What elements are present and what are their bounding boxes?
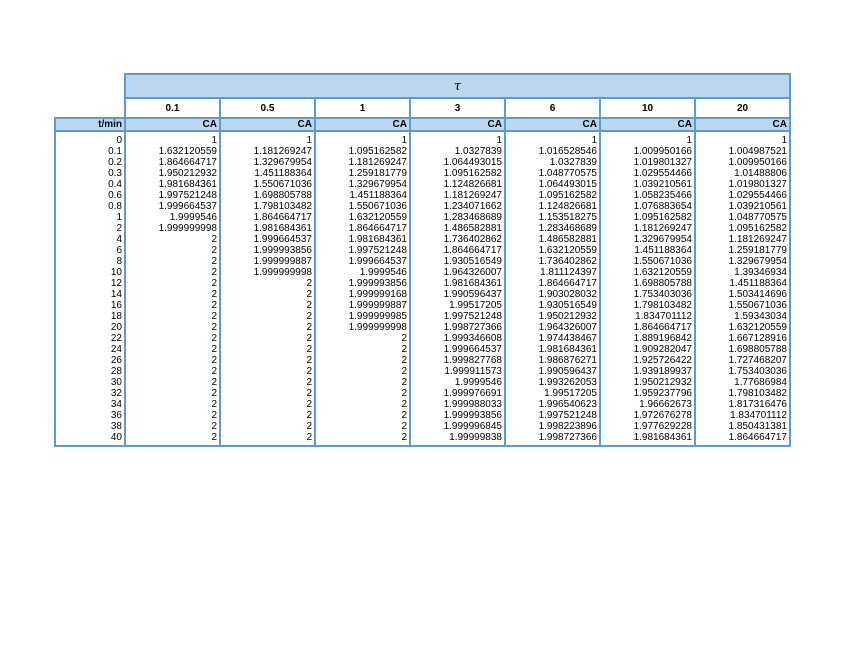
value-cell: 1.972676278 (600, 410, 695, 421)
value-cell: 1.864664717 (505, 278, 600, 289)
value-cell: 1.999911573 (410, 366, 505, 377)
value-cell: 1.283468689 (410, 212, 505, 223)
value-cell: 1.124826681 (505, 201, 600, 212)
value-cell: 1.99517205 (505, 388, 600, 399)
value-cell: 1.029554466 (600, 168, 695, 179)
value-cell: 2 (125, 421, 220, 432)
table-row (55, 267, 790, 278)
value-cell: 1.048770575 (695, 212, 790, 223)
table-row (55, 355, 790, 366)
value-cell: 1.727468207 (695, 355, 790, 366)
value-cell: 1.004987521 (695, 146, 790, 157)
value-cell: 1.974438467 (505, 333, 600, 344)
value-cell: 1.451188364 (695, 278, 790, 289)
table-row (55, 179, 790, 190)
corner-blank (55, 98, 125, 118)
value-cell: 1.96662673 (600, 399, 695, 410)
table-row (55, 300, 790, 311)
value-cell: 1.999999168 (315, 289, 410, 300)
value-cell: 2 (125, 245, 220, 256)
value-cell: 1.981684361 (315, 234, 410, 245)
value-cell: 1.39346934 (695, 267, 790, 278)
value-cell: 1.999999985 (315, 311, 410, 322)
param-value: 10 (600, 98, 695, 118)
table-row (55, 421, 790, 432)
value-cell: 2 (220, 289, 315, 300)
value-cell: 1.999988033 (410, 399, 505, 410)
value-cell: 1 (410, 131, 505, 146)
value-cell: 1.009950166 (600, 146, 695, 157)
value-cell: 2 (315, 377, 410, 388)
value-cell: 1.964326007 (410, 267, 505, 278)
value-cell: 1.048770575 (505, 168, 600, 179)
value-cell: 1.019801327 (695, 179, 790, 190)
table-body (55, 131, 790, 446)
value-cell: 1.997521248 (125, 190, 220, 201)
value-cell: 2 (220, 300, 315, 311)
value-cell: 2 (220, 322, 315, 333)
value-cell: 1.998223896 (505, 421, 600, 432)
value-cell: 1.181269247 (600, 223, 695, 234)
value-cell: 1.451188364 (315, 190, 410, 201)
value-cell: 1 (125, 131, 220, 146)
value-cell: 1.999993856 (315, 278, 410, 289)
value-cell: 1.667128916 (695, 333, 790, 344)
time-cell: 28 (55, 366, 125, 377)
param-value: 0.1 (125, 98, 220, 118)
time-cell: 36 (55, 410, 125, 421)
value-cell: 1.9999546 (315, 267, 410, 278)
value-cell: 1.632120559 (505, 245, 600, 256)
time-cell: 30 (55, 377, 125, 388)
time-cell: 6 (55, 245, 125, 256)
value-cell: 2 (125, 311, 220, 322)
value-cell: 1.997521248 (410, 311, 505, 322)
table-row (55, 157, 790, 168)
value-cell: 1.981684361 (600, 432, 695, 446)
time-cell: 0.2 (55, 157, 125, 168)
value-cell: 1.997521248 (505, 410, 600, 421)
time-cell: 0.3 (55, 168, 125, 179)
value-cell: 1.064493015 (410, 157, 505, 168)
time-cell: 22 (55, 333, 125, 344)
value-cell: 1.632120559 (125, 146, 220, 157)
value-cell: 1.999976691 (410, 388, 505, 399)
value-cell: 1.864664717 (220, 212, 315, 223)
column-header: CA (600, 118, 695, 131)
value-cell: 2 (125, 300, 220, 311)
value-cell: 1.550671036 (220, 179, 315, 190)
value-cell: 2 (125, 355, 220, 366)
value-cell: 1.981684361 (410, 278, 505, 289)
value-cell: 2 (220, 333, 315, 344)
value-cell: 1.959237796 (600, 388, 695, 399)
value-cell: 1.550671036 (600, 256, 695, 267)
table-row (55, 234, 790, 245)
time-cell: 0.4 (55, 179, 125, 190)
value-cell: 1.993262053 (505, 377, 600, 388)
time-cell: 38 (55, 421, 125, 432)
value-cell: 2 (315, 355, 410, 366)
time-cell: 0.6 (55, 190, 125, 201)
value-cell: 1.999664537 (220, 234, 315, 245)
table-row (55, 366, 790, 377)
value-cell: 2 (125, 410, 220, 421)
value-cell: 2 (125, 234, 220, 245)
value-cell: 1.950212932 (600, 377, 695, 388)
value-cell: 1.632120559 (695, 322, 790, 333)
value-cell: 1.9999546 (125, 212, 220, 223)
value-cell: 2 (315, 421, 410, 432)
param-value: 3 (410, 98, 505, 118)
concentration-table (54, 73, 791, 447)
time-cell: 0 (55, 131, 125, 146)
value-cell: 1.153518275 (505, 212, 600, 223)
value-cell: 1.039210561 (695, 201, 790, 212)
value-cell: 1.864664717 (600, 322, 695, 333)
time-cell: 32 (55, 388, 125, 399)
value-cell: 1.9999546 (410, 377, 505, 388)
value-cell: 1 (505, 131, 600, 146)
value-cell: 2 (125, 432, 220, 446)
value-cell: 1.77686984 (695, 377, 790, 388)
column-header: CA (410, 118, 505, 131)
tau-label: τ (125, 74, 790, 98)
param-row (55, 98, 790, 118)
value-cell: 1.095162582 (600, 212, 695, 223)
value-cell: 2 (125, 333, 220, 344)
tau-header-row (55, 74, 790, 98)
value-cell: 2 (315, 399, 410, 410)
value-cell: 1.999664537 (125, 201, 220, 212)
value-cell: 1.998727366 (410, 322, 505, 333)
value-cell: 1.798103482 (600, 300, 695, 311)
value-cell: 1.930516549 (410, 256, 505, 267)
value-cell: 1.996540623 (505, 399, 600, 410)
value-cell: 1.986876271 (505, 355, 600, 366)
value-cell: 1.486582881 (410, 223, 505, 234)
value-cell: 1.234071662 (410, 201, 505, 212)
value-cell: 1.753403036 (600, 289, 695, 300)
value-cell: 2 (220, 410, 315, 421)
value-cell: 1.990596437 (410, 289, 505, 300)
value-cell: 1.095162582 (695, 223, 790, 234)
value-cell: 1.019801327 (600, 157, 695, 168)
value-cell: 1.99517205 (410, 300, 505, 311)
time-cell: 10 (55, 267, 125, 278)
time-cell: 40 (55, 432, 125, 446)
value-cell: 2 (315, 333, 410, 344)
value-cell: 1.999827768 (410, 355, 505, 366)
table-row (55, 201, 790, 212)
value-cell: 1.016528546 (505, 146, 600, 157)
value-cell: 1.095162582 (505, 190, 600, 201)
value-cell: 1.817316476 (695, 399, 790, 410)
time-cell: 0.8 (55, 201, 125, 212)
value-cell: 1.999999998 (125, 223, 220, 234)
value-cell: 2 (220, 366, 315, 377)
value-cell: 1.329679954 (695, 256, 790, 267)
param-value: 6 (505, 98, 600, 118)
value-cell: 1.939189937 (600, 366, 695, 377)
value-cell: 1.999999887 (220, 256, 315, 267)
value-cell: 1.039210561 (600, 179, 695, 190)
value-cell: 1.698805788 (695, 344, 790, 355)
time-cell: 34 (55, 399, 125, 410)
value-cell: 1.550671036 (695, 300, 790, 311)
value-cell: 1.909282047 (600, 344, 695, 355)
value-cell: 1 (695, 131, 790, 146)
value-cell: 2 (125, 344, 220, 355)
value-cell: 1.864664717 (315, 223, 410, 234)
value-cell: 1.864664717 (695, 432, 790, 446)
value-cell: 2 (125, 322, 220, 333)
table-row (55, 146, 790, 157)
row-header: t/min (55, 118, 125, 131)
table-row (55, 223, 790, 234)
table-row (55, 245, 790, 256)
value-cell: 2 (125, 399, 220, 410)
corner-blank (55, 74, 125, 98)
value-cell: 1.981684361 (505, 344, 600, 355)
table-row (55, 311, 790, 322)
value-cell: 1.999999998 (315, 322, 410, 333)
column-header: CA (315, 118, 410, 131)
value-cell: 1.0327839 (505, 157, 600, 168)
column-header: CA (505, 118, 600, 131)
value-cell: 1.798103482 (695, 388, 790, 399)
time-cell: 26 (55, 355, 125, 366)
value-cell: 1.999996845 (410, 421, 505, 432)
value-cell: 2 (125, 388, 220, 399)
time-cell: 14 (55, 289, 125, 300)
value-cell: 1.950212932 (125, 168, 220, 179)
column-header-row (55, 118, 790, 131)
time-cell: 8 (55, 256, 125, 267)
value-cell: 1.064493015 (505, 179, 600, 190)
value-cell: 1.834701112 (695, 410, 790, 421)
param-value: 1 (315, 98, 410, 118)
value-cell: 2 (125, 256, 220, 267)
value-cell: 2 (125, 366, 220, 377)
value-cell: 2 (220, 377, 315, 388)
value-cell: 2 (315, 388, 410, 399)
value-cell: 1.283468689 (505, 223, 600, 234)
value-cell: 1.058235466 (600, 190, 695, 201)
value-cell: 1.864664717 (125, 157, 220, 168)
table-row (55, 410, 790, 421)
value-cell: 1.181269247 (315, 157, 410, 168)
table-row (55, 256, 790, 267)
value-cell: 2 (220, 421, 315, 432)
time-cell: 18 (55, 311, 125, 322)
value-cell: 2 (315, 366, 410, 377)
table-row (55, 432, 790, 446)
table-row (55, 322, 790, 333)
value-cell: 1.981684361 (220, 223, 315, 234)
value-cell: 1.99999838 (410, 432, 505, 446)
value-cell: 2 (315, 432, 410, 446)
table-row (55, 388, 790, 399)
value-cell: 1.999664537 (410, 344, 505, 355)
value-cell: 1.181269247 (695, 234, 790, 245)
value-cell: 1.01488806 (695, 168, 790, 179)
time-cell: 24 (55, 344, 125, 355)
time-cell: 4 (55, 234, 125, 245)
value-cell: 2 (220, 344, 315, 355)
value-cell: 1.181269247 (410, 190, 505, 201)
value-cell: 1.451188364 (600, 245, 695, 256)
time-cell: 0.1 (55, 146, 125, 157)
value-cell: 1.999999887 (315, 300, 410, 311)
value-cell: 1 (600, 131, 695, 146)
value-cell: 1.329679954 (315, 179, 410, 190)
value-cell: 1.029554466 (695, 190, 790, 201)
value-cell: 1.550671036 (315, 201, 410, 212)
table-row (55, 168, 790, 179)
value-cell: 2 (315, 410, 410, 421)
value-cell: 1.964326007 (505, 322, 600, 333)
table-row (55, 289, 790, 300)
value-cell: 1.698805788 (220, 190, 315, 201)
param-value: 0.5 (220, 98, 315, 118)
value-cell: 1.903028032 (505, 289, 600, 300)
value-cell: 1.259181779 (695, 245, 790, 256)
value-cell: 1.181269247 (220, 146, 315, 157)
value-cell: 1.999993856 (410, 410, 505, 421)
table-row (55, 190, 790, 201)
value-cell: 2 (220, 278, 315, 289)
value-cell: 2 (220, 355, 315, 366)
value-cell: 1.259181779 (315, 168, 410, 179)
column-header: CA (125, 118, 220, 131)
value-cell: 1.997521248 (315, 245, 410, 256)
value-cell: 1.59343034 (695, 311, 790, 322)
value-cell: 1.977629228 (600, 421, 695, 432)
column-header: CA (695, 118, 790, 131)
value-cell: 1.753403036 (695, 366, 790, 377)
value-cell: 1.076883654 (600, 201, 695, 212)
value-cell: 1.503414696 (695, 289, 790, 300)
table-row (55, 377, 790, 388)
table-row (55, 333, 790, 344)
value-cell: 1.451188364 (220, 168, 315, 179)
value-cell: 1.889196842 (600, 333, 695, 344)
value-cell: 1.925726422 (600, 355, 695, 366)
value-cell: 1.329679954 (220, 157, 315, 168)
table-row (55, 344, 790, 355)
value-cell: 1.798103482 (220, 201, 315, 212)
value-cell: 1.329679954 (600, 234, 695, 245)
value-cell: 1.990596437 (505, 366, 600, 377)
value-cell: 1.981684361 (125, 179, 220, 190)
value-cell: 1.736402862 (410, 234, 505, 245)
value-cell: 2 (125, 278, 220, 289)
value-cell: 2 (315, 344, 410, 355)
value-cell: 1.999999998 (220, 267, 315, 278)
time-cell: 20 (55, 322, 125, 333)
value-cell: 1.124826681 (410, 179, 505, 190)
value-cell: 1.998727366 (505, 432, 600, 446)
time-cell: 16 (55, 300, 125, 311)
table-row (55, 278, 790, 289)
value-cell: 1 (220, 131, 315, 146)
value-cell: 1.811124397 (505, 267, 600, 278)
value-cell: 1.864664717 (410, 245, 505, 256)
value-cell: 1 (315, 131, 410, 146)
column-header: CA (220, 118, 315, 131)
value-cell: 1.834701112 (600, 311, 695, 322)
value-cell: 1.736402862 (505, 256, 600, 267)
value-cell: 2 (220, 399, 315, 410)
value-cell: 2 (125, 289, 220, 300)
value-cell: 1.999993856 (220, 245, 315, 256)
table-row (55, 131, 790, 146)
value-cell: 1.850431381 (695, 421, 790, 432)
time-cell: 2 (55, 223, 125, 234)
value-cell: 1.999664537 (315, 256, 410, 267)
value-cell: 1.632120559 (600, 267, 695, 278)
value-cell: 2 (220, 388, 315, 399)
value-cell: 2 (125, 377, 220, 388)
value-cell: 1.632120559 (315, 212, 410, 223)
value-cell: 1.698805788 (600, 278, 695, 289)
value-cell: 1.009950166 (695, 157, 790, 168)
value-cell: 1.095162582 (315, 146, 410, 157)
value-cell: 1.930516549 (505, 300, 600, 311)
value-cell: 2 (220, 311, 315, 322)
value-cell: 1.095162582 (410, 168, 505, 179)
value-cell: 2 (125, 267, 220, 278)
time-cell: 12 (55, 278, 125, 289)
table-row (55, 212, 790, 223)
value-cell: 1.999346608 (410, 333, 505, 344)
value-cell: 1.0327839 (410, 146, 505, 157)
value-cell: 2 (220, 432, 315, 446)
value-cell: 1.950212932 (505, 311, 600, 322)
value-cell: 1.486582881 (505, 234, 600, 245)
param-value: 20 (695, 98, 790, 118)
table-row (55, 399, 790, 410)
time-cell: 1 (55, 212, 125, 223)
